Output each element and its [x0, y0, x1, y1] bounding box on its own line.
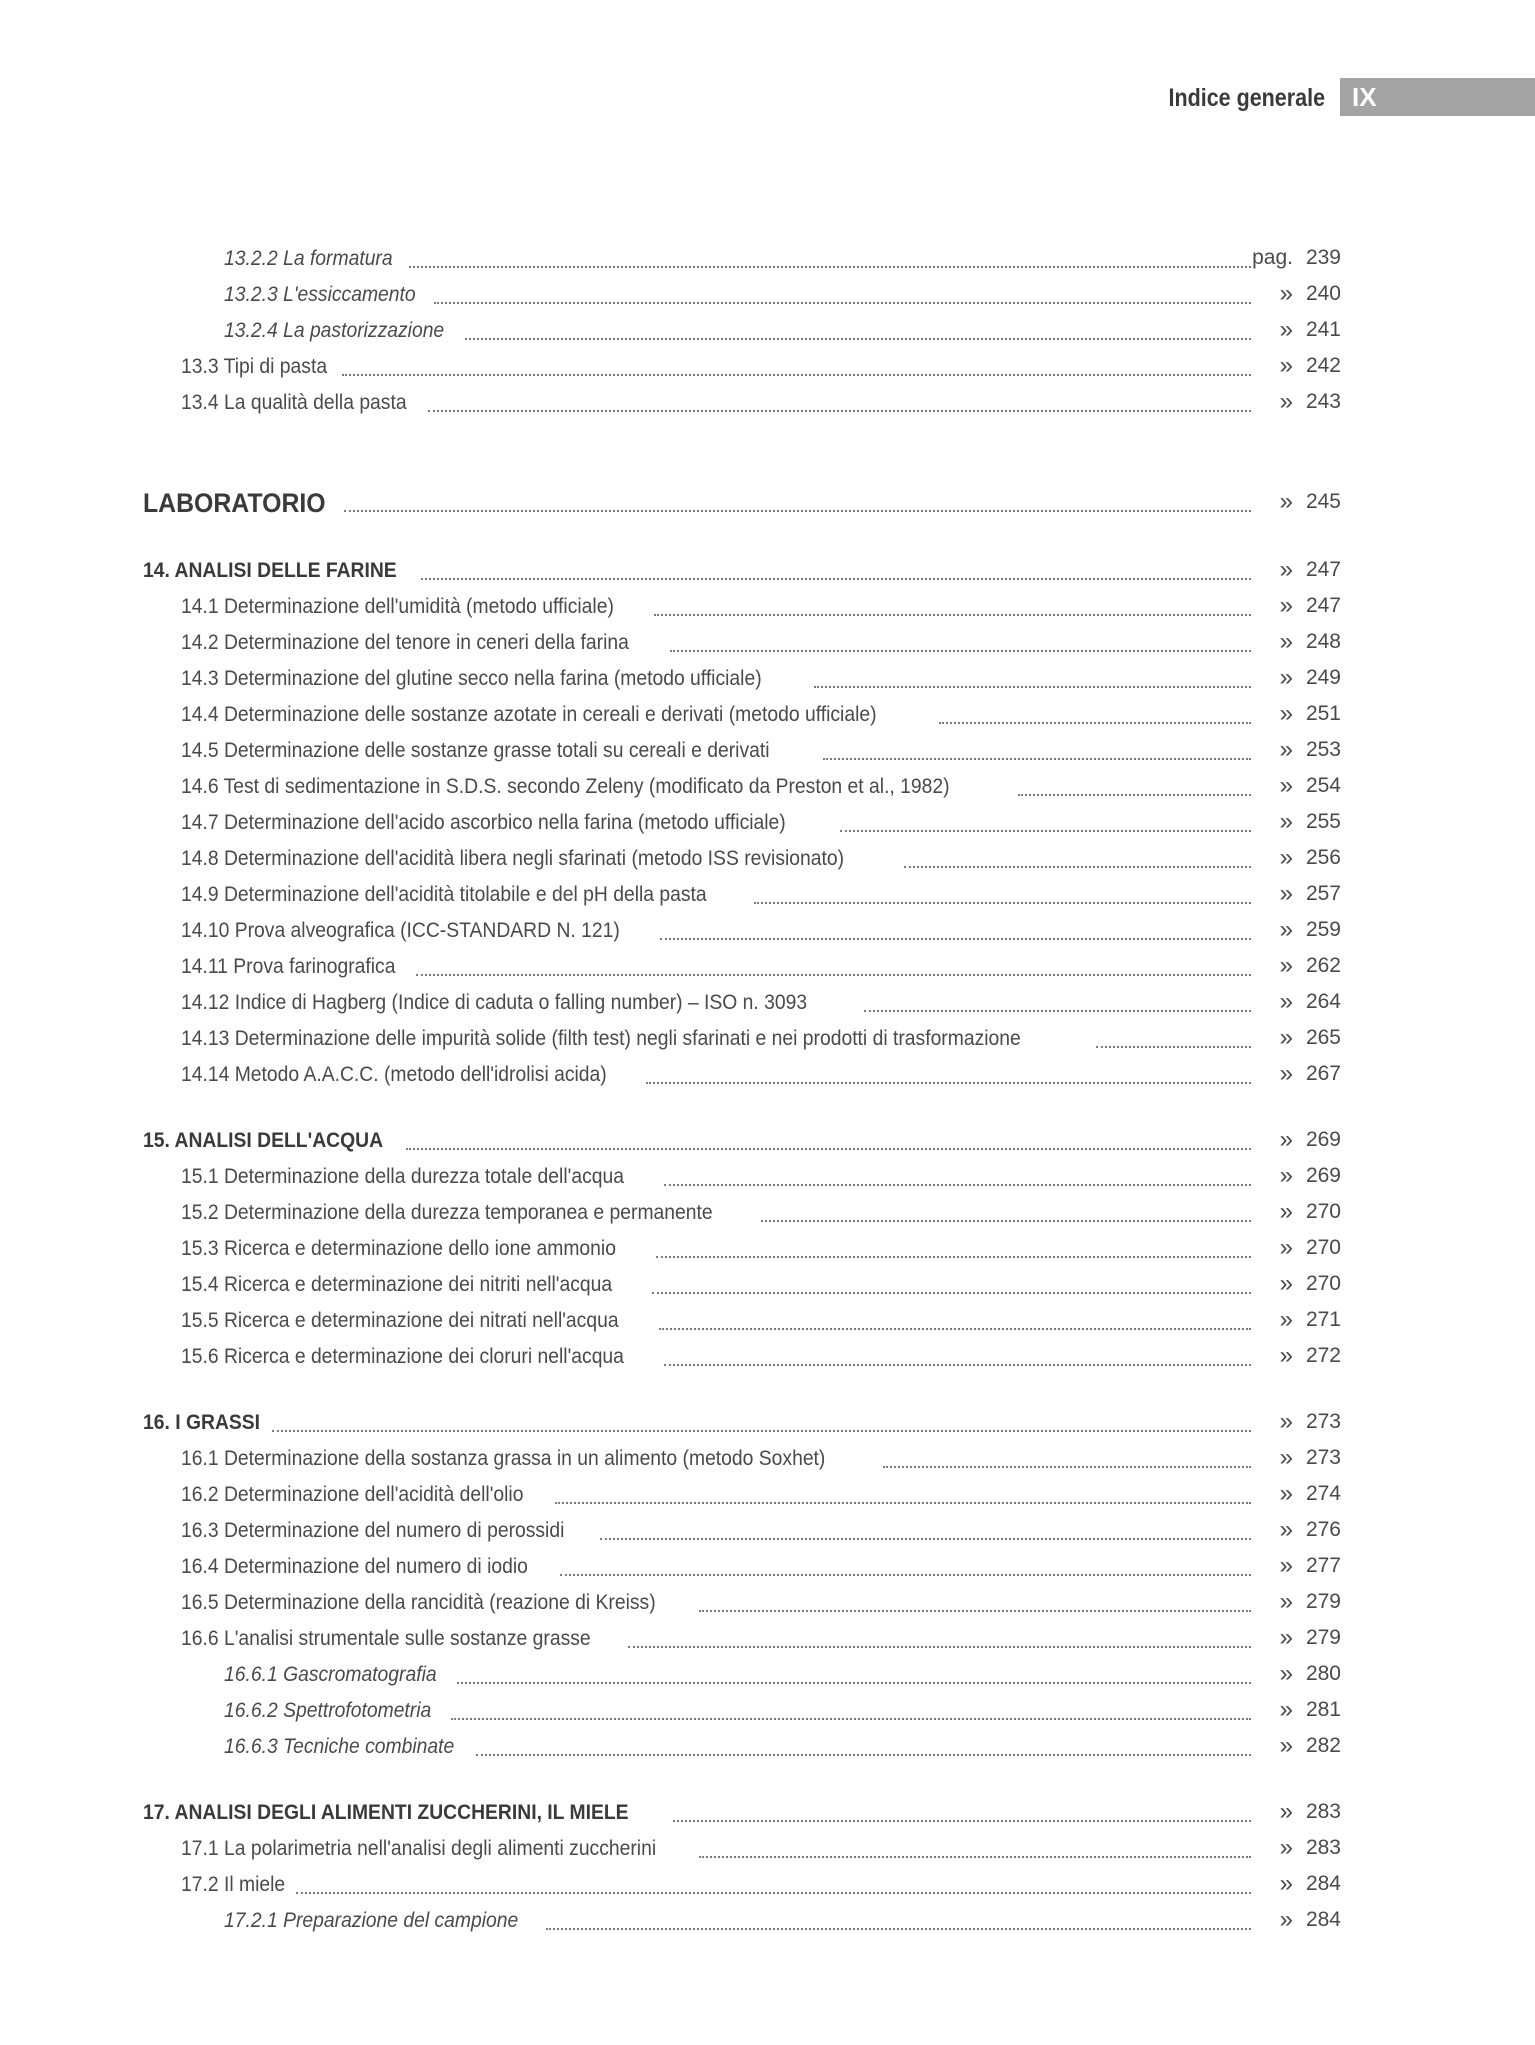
toc-entry-page-number: 251: [1305, 702, 1341, 725]
toc-entry-page-number: 254: [1305, 774, 1341, 797]
toc-entry-page-marker: »: [1279, 664, 1293, 691]
toc-entry-title: 16.6.1 Gascromatografia: [224, 1663, 437, 1686]
toc-entry[interactable]: [0, 696, 1535, 732]
toc-entry-page-marker: »: [1279, 700, 1293, 727]
toc-entry[interactable]: [0, 1440, 1535, 1476]
toc-entry-line: [181, 1338, 1255, 1374]
toc-entry[interactable]: [0, 660, 1535, 696]
toc-entry-line: [181, 1158, 1255, 1194]
dot-leader: [823, 758, 1251, 760]
toc-entry-page-number: 269: [1305, 1164, 1341, 1187]
toc-entry-line: [181, 624, 1255, 660]
toc-entry-page-number: 247: [1305, 558, 1341, 581]
toc-entry-title: 15.6 Ricerca e determinazione dei cloruri nell'acqua: [181, 1345, 624, 1368]
toc-entry-page-number: 262: [1305, 954, 1341, 977]
toc-entry-page-marker: »: [1279, 280, 1293, 307]
toc-entry[interactable]: [0, 1230, 1535, 1266]
toc-entry[interactable]: [0, 1728, 1535, 1764]
toc-entry-page-number: 249: [1305, 666, 1341, 689]
toc-entry-page-marker: »: [1279, 1624, 1293, 1651]
toc-entry-title: 14.5 Determinazione delle sostanze grasse totali su cereali e derivati: [181, 739, 770, 762]
toc-entry-line: [181, 876, 1255, 912]
toc-entry-page-number: 241: [1305, 318, 1341, 341]
toc-entry-page-marker: »: [1279, 952, 1293, 979]
toc-entry-title: 15.4 Ricerca e determinazione dei nitriti nell'acqua: [181, 1273, 613, 1296]
dot-leader: [465, 338, 1251, 340]
toc-entry-page-marker: »: [1279, 592, 1293, 619]
toc-entry-page-number: 271: [1305, 1308, 1341, 1331]
toc-entry[interactable]: [0, 1476, 1535, 1512]
toc-entry[interactable]: [0, 1656, 1535, 1692]
toc-entry-title: 14.14 Metodo A.A.C.C. (metodo dell'idrolisi acida): [181, 1063, 607, 1086]
toc-entry-title: 16.4 Determinazione del numero di iodio: [181, 1555, 528, 1578]
toc-entry[interactable]: [0, 804, 1535, 840]
toc-entry-line: [224, 1728, 1255, 1764]
toc-entry[interactable]: [0, 912, 1535, 948]
toc-entry-line: [181, 732, 1255, 768]
toc-entry-title: 13.3 Tipi di pasta: [181, 355, 328, 378]
toc-entry[interactable]: [0, 1830, 1535, 1866]
toc-entry-line: [224, 1902, 1255, 1938]
toc-entry-title: 15.1 Determinazione della durezza totale dell'acqua: [181, 1165, 624, 1188]
dot-leader: [883, 1466, 1251, 1468]
dot-leader: [1018, 794, 1251, 796]
toc-entry[interactable]: [0, 1692, 1535, 1728]
toc-entry[interactable]: [0, 348, 1535, 384]
toc-entry-title: 16.6.3 Tecniche combinate: [224, 1735, 455, 1758]
toc-entry[interactable]: [0, 1866, 1535, 1902]
toc-entry-page-number: 247: [1305, 594, 1341, 617]
toc-entry-line: [181, 660, 1255, 696]
dot-leader: [664, 1184, 1251, 1186]
toc-entry-page-marker: »: [1279, 880, 1293, 907]
dot-leader: [344, 510, 1252, 512]
dot-leader: [939, 722, 1251, 724]
toc-entry-title: 13.2.3 L'essiccamento: [224, 283, 416, 306]
dot-leader: [656, 1256, 1251, 1258]
dot-leader: [664, 1364, 1251, 1366]
toc-entry[interactable]: [0, 1338, 1535, 1374]
toc-entry-title: 17. ANALISI DEGLI ALIMENTI ZUCCHERINI, IL MIELE: [143, 1801, 629, 1824]
toc-entry-line: [181, 912, 1255, 948]
toc-entry-page-number: 269: [1305, 1128, 1341, 1151]
toc-entry-title: 16. I GRASSI: [143, 1411, 261, 1434]
dot-leader: [457, 1682, 1251, 1684]
toc-entry-line: [181, 1476, 1255, 1512]
toc-entry-page-marker: »: [1279, 736, 1293, 763]
toc-entry-page-marker: »: [1279, 772, 1293, 799]
toc-entry-page-marker: »: [1279, 352, 1293, 379]
dot-leader: [699, 1856, 1251, 1858]
dot-leader: [699, 1610, 1251, 1612]
toc-entry[interactable]: [0, 1194, 1535, 1230]
toc-entry-page-number: 284: [1305, 1872, 1341, 1895]
dot-leader: [814, 686, 1251, 688]
toc-entry-page-marker: »: [1279, 1270, 1293, 1297]
toc-entry-page-number: 240: [1305, 282, 1341, 305]
toc-entry-page-number: 245: [1305, 490, 1341, 513]
toc-entry-line: [181, 1230, 1255, 1266]
dot-leader: [406, 1148, 1251, 1150]
toc-entry-page-marker: »: [1279, 1906, 1293, 1933]
dot-leader: [296, 1892, 1251, 1894]
toc-entry-title: 14.6 Test di sedimentazione in S.D.S. secondo Zeleny (modificato da Preston et al., 1982): [181, 775, 950, 798]
toc-entry[interactable]: [0, 384, 1535, 420]
toc-entry-page-number: 264: [1305, 990, 1341, 1013]
toc-entry-line: [224, 276, 1255, 312]
toc-entry-page-number: 265: [1305, 1026, 1341, 1049]
toc-entry-line: [181, 948, 1255, 984]
dot-leader: [421, 578, 1251, 580]
toc-entry-page-marker: »: [1279, 1480, 1293, 1507]
toc-entry-title: 13.4 La qualità della pasta: [181, 391, 407, 414]
toc-entry-page-number: 284: [1305, 1908, 1341, 1931]
toc-entry-line: [181, 1020, 1255, 1056]
toc-entry-page-marker: »: [1279, 1732, 1293, 1759]
page-number: IX: [1352, 82, 1377, 112]
toc-entry-title: 16.2 Determinazione dell'acidità dell'olio: [181, 1483, 524, 1506]
toc-entry[interactable]: [0, 276, 1535, 312]
toc-entry-page-number: 283: [1305, 1836, 1341, 1859]
toc-entry-page-marker: »: [1279, 916, 1293, 943]
toc-entry-page-marker: »: [1279, 628, 1293, 655]
toc-entry-page-marker: »: [1279, 1834, 1293, 1861]
toc-entry-title: 13.2.2 La formatura: [224, 247, 393, 270]
toc-entry-page-number: 256: [1305, 846, 1341, 869]
toc-entry-page-marker: »: [1279, 1306, 1293, 1333]
toc-entry[interactable]: [0, 1056, 1535, 1092]
toc-entry-page-marker: »: [1279, 1024, 1293, 1051]
toc-entry-line: [224, 1692, 1255, 1728]
toc-entry-line: [143, 484, 1255, 520]
dot-leader: [600, 1538, 1251, 1540]
toc-entry-line: [181, 1548, 1255, 1584]
toc-entry-page-number: 242: [1305, 354, 1341, 377]
dot-leader: [476, 1754, 1251, 1756]
dot-leader: [840, 830, 1251, 832]
toc-entry-title: 15.3 Ricerca e determinazione dello ione ammonio: [181, 1237, 616, 1260]
toc-entry-title: 14.9 Determinazione dell'acidità titolabile e del pH della pasta: [181, 883, 707, 906]
toc-entry-title: 14.8 Determinazione dell'acidità libera negli sfarinati (metodo ISS revisionato): [181, 847, 845, 870]
toc-entry[interactable]: [0, 1404, 1535, 1440]
toc-entry-title: 14.12 Indice di Hagberg (Indice di caduta o falling number) – ISO n. 3093: [181, 991, 808, 1014]
toc-entry-page-number: 280: [1305, 1662, 1341, 1685]
toc-entry-line: [181, 804, 1255, 840]
toc-entry-page-marker: »: [1279, 1870, 1293, 1897]
toc-entry-page-marker: »: [1279, 1798, 1293, 1825]
toc-entry-page-number: 279: [1305, 1590, 1341, 1613]
toc-entry-title: LABORATORIO: [143, 488, 326, 518]
dot-leader: [761, 1220, 1251, 1222]
toc-entry-line: [143, 552, 1255, 588]
toc-entry-line: [181, 1302, 1255, 1338]
toc-entry[interactable]: [0, 984, 1535, 1020]
toc-entry-title: 16.1 Determinazione della sostanza grassa in un alimento (metodo Soxhet): [181, 1447, 826, 1470]
toc-entry-line: [181, 1440, 1255, 1476]
toc-entry-page-number: 253: [1305, 738, 1341, 761]
toc-entry-page-number: 259: [1305, 918, 1341, 941]
toc-entry[interactable]: [0, 1794, 1535, 1830]
toc-entry-page-marker: »: [1279, 808, 1293, 835]
toc-entry[interactable]: [0, 840, 1535, 876]
toc-entry-page-marker: »: [1279, 988, 1293, 1015]
toc-entry-page-marker: »: [1279, 1408, 1293, 1435]
toc-entry-title: 15.2 Determinazione della durezza temporanea e permanente: [181, 1201, 713, 1224]
toc-entry-line: [181, 384, 1255, 420]
toc-entry-line: [181, 1512, 1255, 1548]
toc-entry-title: 14.2 Determinazione del tenore in ceneri della farina: [181, 631, 629, 654]
toc-entry-page-number: 277: [1305, 1554, 1341, 1577]
toc-entry-page-marker: »: [1279, 1660, 1293, 1687]
toc-entry-line: [181, 1830, 1255, 1866]
dot-leader: [652, 1292, 1251, 1294]
toc-entry-title: 15.5 Ricerca e determinazione dei nitrati nell'acqua: [181, 1309, 619, 1332]
toc-entry-page-marker: »: [1279, 1516, 1293, 1543]
toc-entry-page-number: 270: [1305, 1272, 1341, 1295]
toc-entry-page-number: 273: [1305, 1410, 1341, 1433]
toc-entry-page-marker: »: [1279, 316, 1293, 343]
toc-entry[interactable]: [0, 1266, 1535, 1302]
toc-entry[interactable]: [0, 240, 1535, 276]
toc-entry-page-number: 243: [1305, 390, 1341, 413]
toc-entry-page-marker: »: [1279, 1696, 1293, 1723]
toc-entry[interactable]: [0, 1902, 1535, 1938]
toc-entry[interactable]: [0, 312, 1535, 348]
toc-entry-page-number: 248: [1305, 630, 1341, 653]
toc-entry-line: [181, 348, 1255, 384]
toc-entry-page-marker: »: [1279, 488, 1293, 515]
toc-entry-page-number: 279: [1305, 1626, 1341, 1649]
toc-entry[interactable]: [0, 768, 1535, 804]
toc-entry[interactable]: [0, 624, 1535, 660]
toc-entry-page-number: 274: [1305, 1482, 1341, 1505]
dot-leader: [1096, 1046, 1251, 1048]
toc-entry[interactable]: [0, 876, 1535, 912]
toc-entry-title: 14. ANALISI DELLE FARINE: [143, 559, 397, 582]
toc-entry-title: 15. ANALISI DELL'ACQUA: [143, 1129, 384, 1152]
toc-entry-line: [181, 984, 1255, 1020]
toc-entry-page-marker: »: [1279, 388, 1293, 415]
toc-entry-title: 14.13 Determinazione delle impurità solide (filth test) negli sfarinati e nei prodotti di trasformazione: [181, 1027, 1021, 1050]
toc-entry-title: 17.2.1 Preparazione del campione: [224, 1909, 519, 1932]
toc-entry[interactable]: [0, 1020, 1535, 1056]
toc-entry-title: 17.1 La polarimetria nell'analisi degli alimenti zuccherini: [181, 1837, 657, 1860]
toc-entry-title: 14.10 Prova alveografica (ICC-STANDARD N. 121): [181, 919, 620, 942]
dot-leader: [560, 1574, 1251, 1576]
toc-entry-line: [224, 312, 1255, 348]
toc-entry[interactable]: [0, 1620, 1535, 1656]
toc-entry-line: [181, 1056, 1255, 1092]
dot-leader: [546, 1928, 1251, 1930]
toc-entry-page-number: 239: [1305, 246, 1341, 269]
toc-entry[interactable]: [0, 1584, 1535, 1620]
toc-entry-title: 14.11 Prova farinografica: [181, 955, 396, 978]
toc-entry-title: 14.7 Determinazione dell'acido ascorbico nella farina (metodo ufficiale): [181, 811, 786, 834]
toc-entry-page-marker: »: [1279, 1162, 1293, 1189]
toc-entry-line: [181, 588, 1255, 624]
toc-entry[interactable]: [0, 1158, 1535, 1194]
toc-entry-title: 14.1 Determinazione dell'umidità (metodo ufficiale): [181, 595, 614, 618]
dot-leader: [659, 1328, 1251, 1330]
toc-entry[interactable]: [0, 732, 1535, 768]
toc-entry-page-number: 257: [1305, 882, 1341, 905]
toc-entry-page-number: 276: [1305, 1518, 1341, 1541]
toc-entry-page-number: 282: [1305, 1734, 1341, 1757]
toc-entry-title: 13.2.4 La pastorizzazione: [224, 319, 445, 342]
toc-entry-line: [181, 768, 1255, 804]
toc-entry[interactable]: [0, 1302, 1535, 1338]
toc-entry[interactable]: [0, 484, 1535, 520]
dot-leader: [660, 938, 1251, 940]
toc-entry-page-number: 270: [1305, 1200, 1341, 1223]
toc-entry-line: [181, 696, 1255, 732]
toc-entry-line: [181, 1620, 1255, 1656]
toc-entry-page-marker: »: [1279, 844, 1293, 871]
toc-entry-page-number: 283: [1305, 1800, 1341, 1823]
toc-entry-page-number: 273: [1305, 1446, 1341, 1469]
toc-entry-line: [181, 1194, 1255, 1230]
toc-entry-line: [143, 1794, 1255, 1830]
toc-entry-page-number: 281: [1305, 1698, 1341, 1721]
dot-leader: [434, 302, 1251, 304]
dot-leader: [754, 902, 1251, 904]
toc-entry-page-marker: »: [1279, 556, 1293, 583]
toc-entry-page-number: 272: [1305, 1344, 1341, 1367]
toc-entry-line: [224, 1656, 1255, 1692]
toc-entry-line: [181, 1266, 1255, 1302]
toc-entry-line: [143, 1404, 1255, 1440]
toc-entry-title: 14.3 Determinazione del glutine secco nella farina (metodo ufficiale): [181, 667, 762, 690]
toc-entry-page-number: 270: [1305, 1236, 1341, 1259]
toc-entry-line: [181, 840, 1255, 876]
dot-leader: [628, 1646, 1251, 1648]
dot-leader: [409, 266, 1251, 268]
dot-leader: [864, 1010, 1251, 1012]
toc-entry[interactable]: [0, 948, 1535, 984]
toc-entry-page-marker: »: [1279, 1060, 1293, 1087]
toc-entry-page-marker: »: [1279, 1444, 1293, 1471]
toc-entry[interactable]: [0, 588, 1535, 624]
dot-leader: [342, 374, 1251, 376]
toc-entry-page-marker: »: [1279, 1126, 1293, 1153]
toc-entry[interactable]: [0, 1512, 1535, 1548]
toc-entry-line: [224, 240, 1255, 276]
toc-entry-page-marker: »: [1279, 1198, 1293, 1225]
toc-entry-page-marker: »: [1279, 1588, 1293, 1615]
toc-entry[interactable]: [0, 1122, 1535, 1158]
toc-entry-title: 14.4 Determinazione delle sostanze azotate in cereali e derivati (metodo ufficiale): [181, 703, 877, 726]
toc-entry-title: 16.3 Determinazione del numero di perossidi: [181, 1519, 565, 1542]
toc-entry-title: 17.2 Il miele: [181, 1873, 286, 1896]
toc-entry-page-marker: pag.: [1252, 246, 1293, 269]
toc-entry-line: [143, 1122, 1255, 1158]
toc-entry-line: [181, 1584, 1255, 1620]
dot-leader: [673, 1820, 1251, 1822]
toc-entry[interactable]: [0, 552, 1535, 588]
toc-entry-page-marker: »: [1279, 1552, 1293, 1579]
toc-entry-title: 16.6.2 Spettrofotometria: [224, 1699, 432, 1722]
toc-entry-title: 16.6 L'analisi strumentale sulle sostanze grasse: [181, 1627, 591, 1650]
toc-entry-page-marker: »: [1279, 1234, 1293, 1261]
toc-entry-page-number: 255: [1305, 810, 1341, 833]
toc-entry-line: [181, 1866, 1255, 1902]
dot-leader: [670, 650, 1251, 652]
dot-leader: [654, 614, 1251, 616]
dot-leader: [428, 410, 1251, 412]
dot-leader: [272, 1430, 1251, 1432]
toc-entry-page-number: 267: [1305, 1062, 1341, 1085]
dot-leader: [416, 974, 1251, 976]
dot-leader: [904, 866, 1251, 868]
toc-entry-page-marker: »: [1279, 1342, 1293, 1369]
running-header-title: Indice generale: [1168, 84, 1325, 112]
dot-leader: [555, 1502, 1251, 1504]
toc-entry[interactable]: [0, 1548, 1535, 1584]
dot-leader: [451, 1718, 1251, 1720]
toc-entry-title: 16.5 Determinazione della rancidità (reazione di Kreiss): [181, 1591, 656, 1614]
dot-leader: [646, 1082, 1251, 1084]
